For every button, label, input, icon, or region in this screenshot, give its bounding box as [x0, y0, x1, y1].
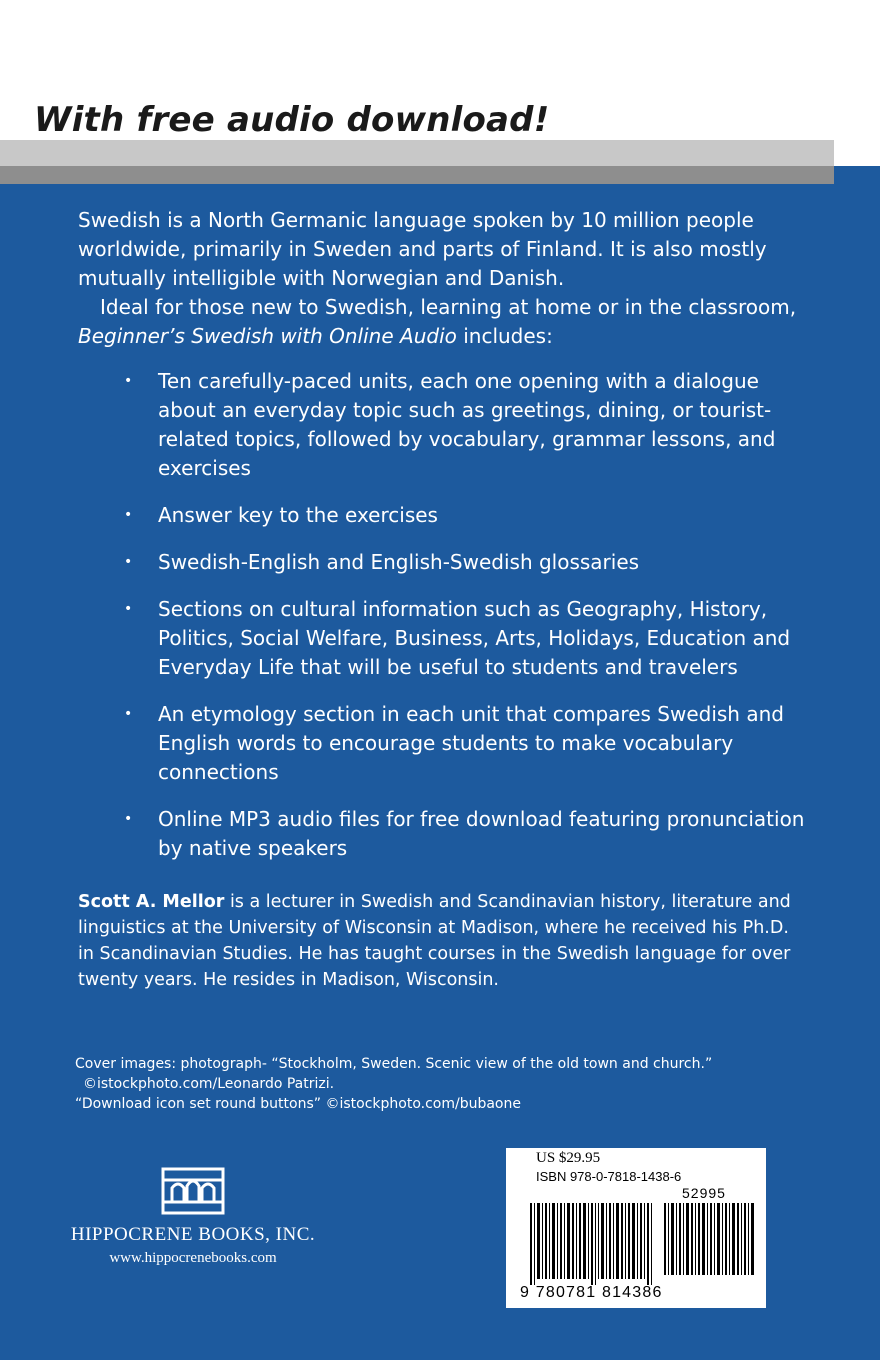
list-item	[78, 548, 806, 577]
includes-start: Ideal for those new to Swedish, learning at home or in the classroom,	[100, 295, 797, 319]
publisher-name: HIPPOCRENE BOOKS, INC.	[70, 1224, 316, 1245]
credit-line-2: ©istockphoto.com/Leonardo Patrizi.	[83, 1076, 335, 1092]
grey-band	[0, 140, 834, 166]
list-item-text: Online MP3 audio files for free download featuring pronunciation by native speakers	[158, 807, 805, 860]
includes-end: includes:	[456, 324, 553, 348]
blue-edge	[834, 166, 880, 184]
list-item	[78, 805, 806, 863]
publisher-logo-icon	[160, 1166, 226, 1216]
list-item-text: Swedish-English and English-Swedish glossaries	[158, 550, 640, 574]
list-item-text: An etymology section in each unit that compares Swedish and English words to encourage students to make vocabulary connections	[158, 702, 784, 784]
author-bio	[78, 889, 798, 993]
list-item	[78, 595, 806, 682]
barcode-addon-number: 52995	[682, 1185, 726, 1201]
publisher-block	[58, 1166, 328, 1267]
isbn: ISBN 978-0-7818-1438-6	[536, 1169, 682, 1184]
book-title: Beginner’s Swedish with Online Audio	[78, 324, 457, 348]
list-item	[78, 700, 806, 787]
bullet: •	[124, 507, 133, 523]
price: US $29.95	[536, 1150, 601, 1166]
grey-band-shadow	[0, 166, 834, 184]
description	[78, 206, 805, 1011]
bullet: •	[124, 706, 133, 722]
image-credits	[75, 1054, 795, 1114]
list-item	[78, 367, 806, 483]
author-name: Scott A. Mellor	[78, 892, 225, 912]
tagline: With free audio download!	[34, 100, 550, 140]
publisher-url: www.hippocrenebooks.com	[109, 1250, 277, 1266]
bullet: •	[124, 811, 133, 827]
list-item-text: Answer key to the exercises	[158, 503, 438, 527]
barcode-digits: 9 780781 814386	[520, 1284, 663, 1301]
bullet: •	[124, 601, 133, 617]
list-item	[78, 501, 806, 530]
credit-line-3: “Download icon set round buttons” ©istockphoto.com/bubaone	[75, 1096, 521, 1112]
feature-list	[78, 367, 805, 863]
barcode-bars-icon	[528, 1203, 756, 1285]
bullet: •	[124, 373, 133, 389]
credit-line-1: Cover images: photograph- “Stockholm, Sweden. Scenic view of the old town and church.”	[75, 1056, 713, 1072]
includes-paragraph	[78, 293, 798, 351]
barcode-label	[506, 1148, 766, 1308]
list-item-text: Sections on cultural information such as Geography, History, Politics, Social Welfare, Business, Arts, Holidays, Education and Everyday Life that will be useful to students and travelers	[158, 597, 791, 679]
author-bio-text: is a lecturer in Swedish and Scandinavian history, literature and linguistics at the University of Wisconsin at Madison, where he received his Ph.D. in Scandinavian Studies. He has taught courses in the Swedish language for over twenty years. He resides in Madison, Wisconsin.	[78, 892, 791, 990]
bullet: •	[124, 554, 133, 570]
list-item-text: Ten carefully-paced units, each one opening with a dialogue about an everyday topic such as greetings, dining, or tourist-related topics, followed by vocabulary, grammar lessons, and exercises	[158, 369, 776, 480]
intro-paragraph: Swedish is a North Germanic language spoken by 10 million people worldwide, primarily in Sweden and parts of Finland. It is also mostly mutually intelligible with Norwegian and Danish.	[78, 208, 767, 290]
